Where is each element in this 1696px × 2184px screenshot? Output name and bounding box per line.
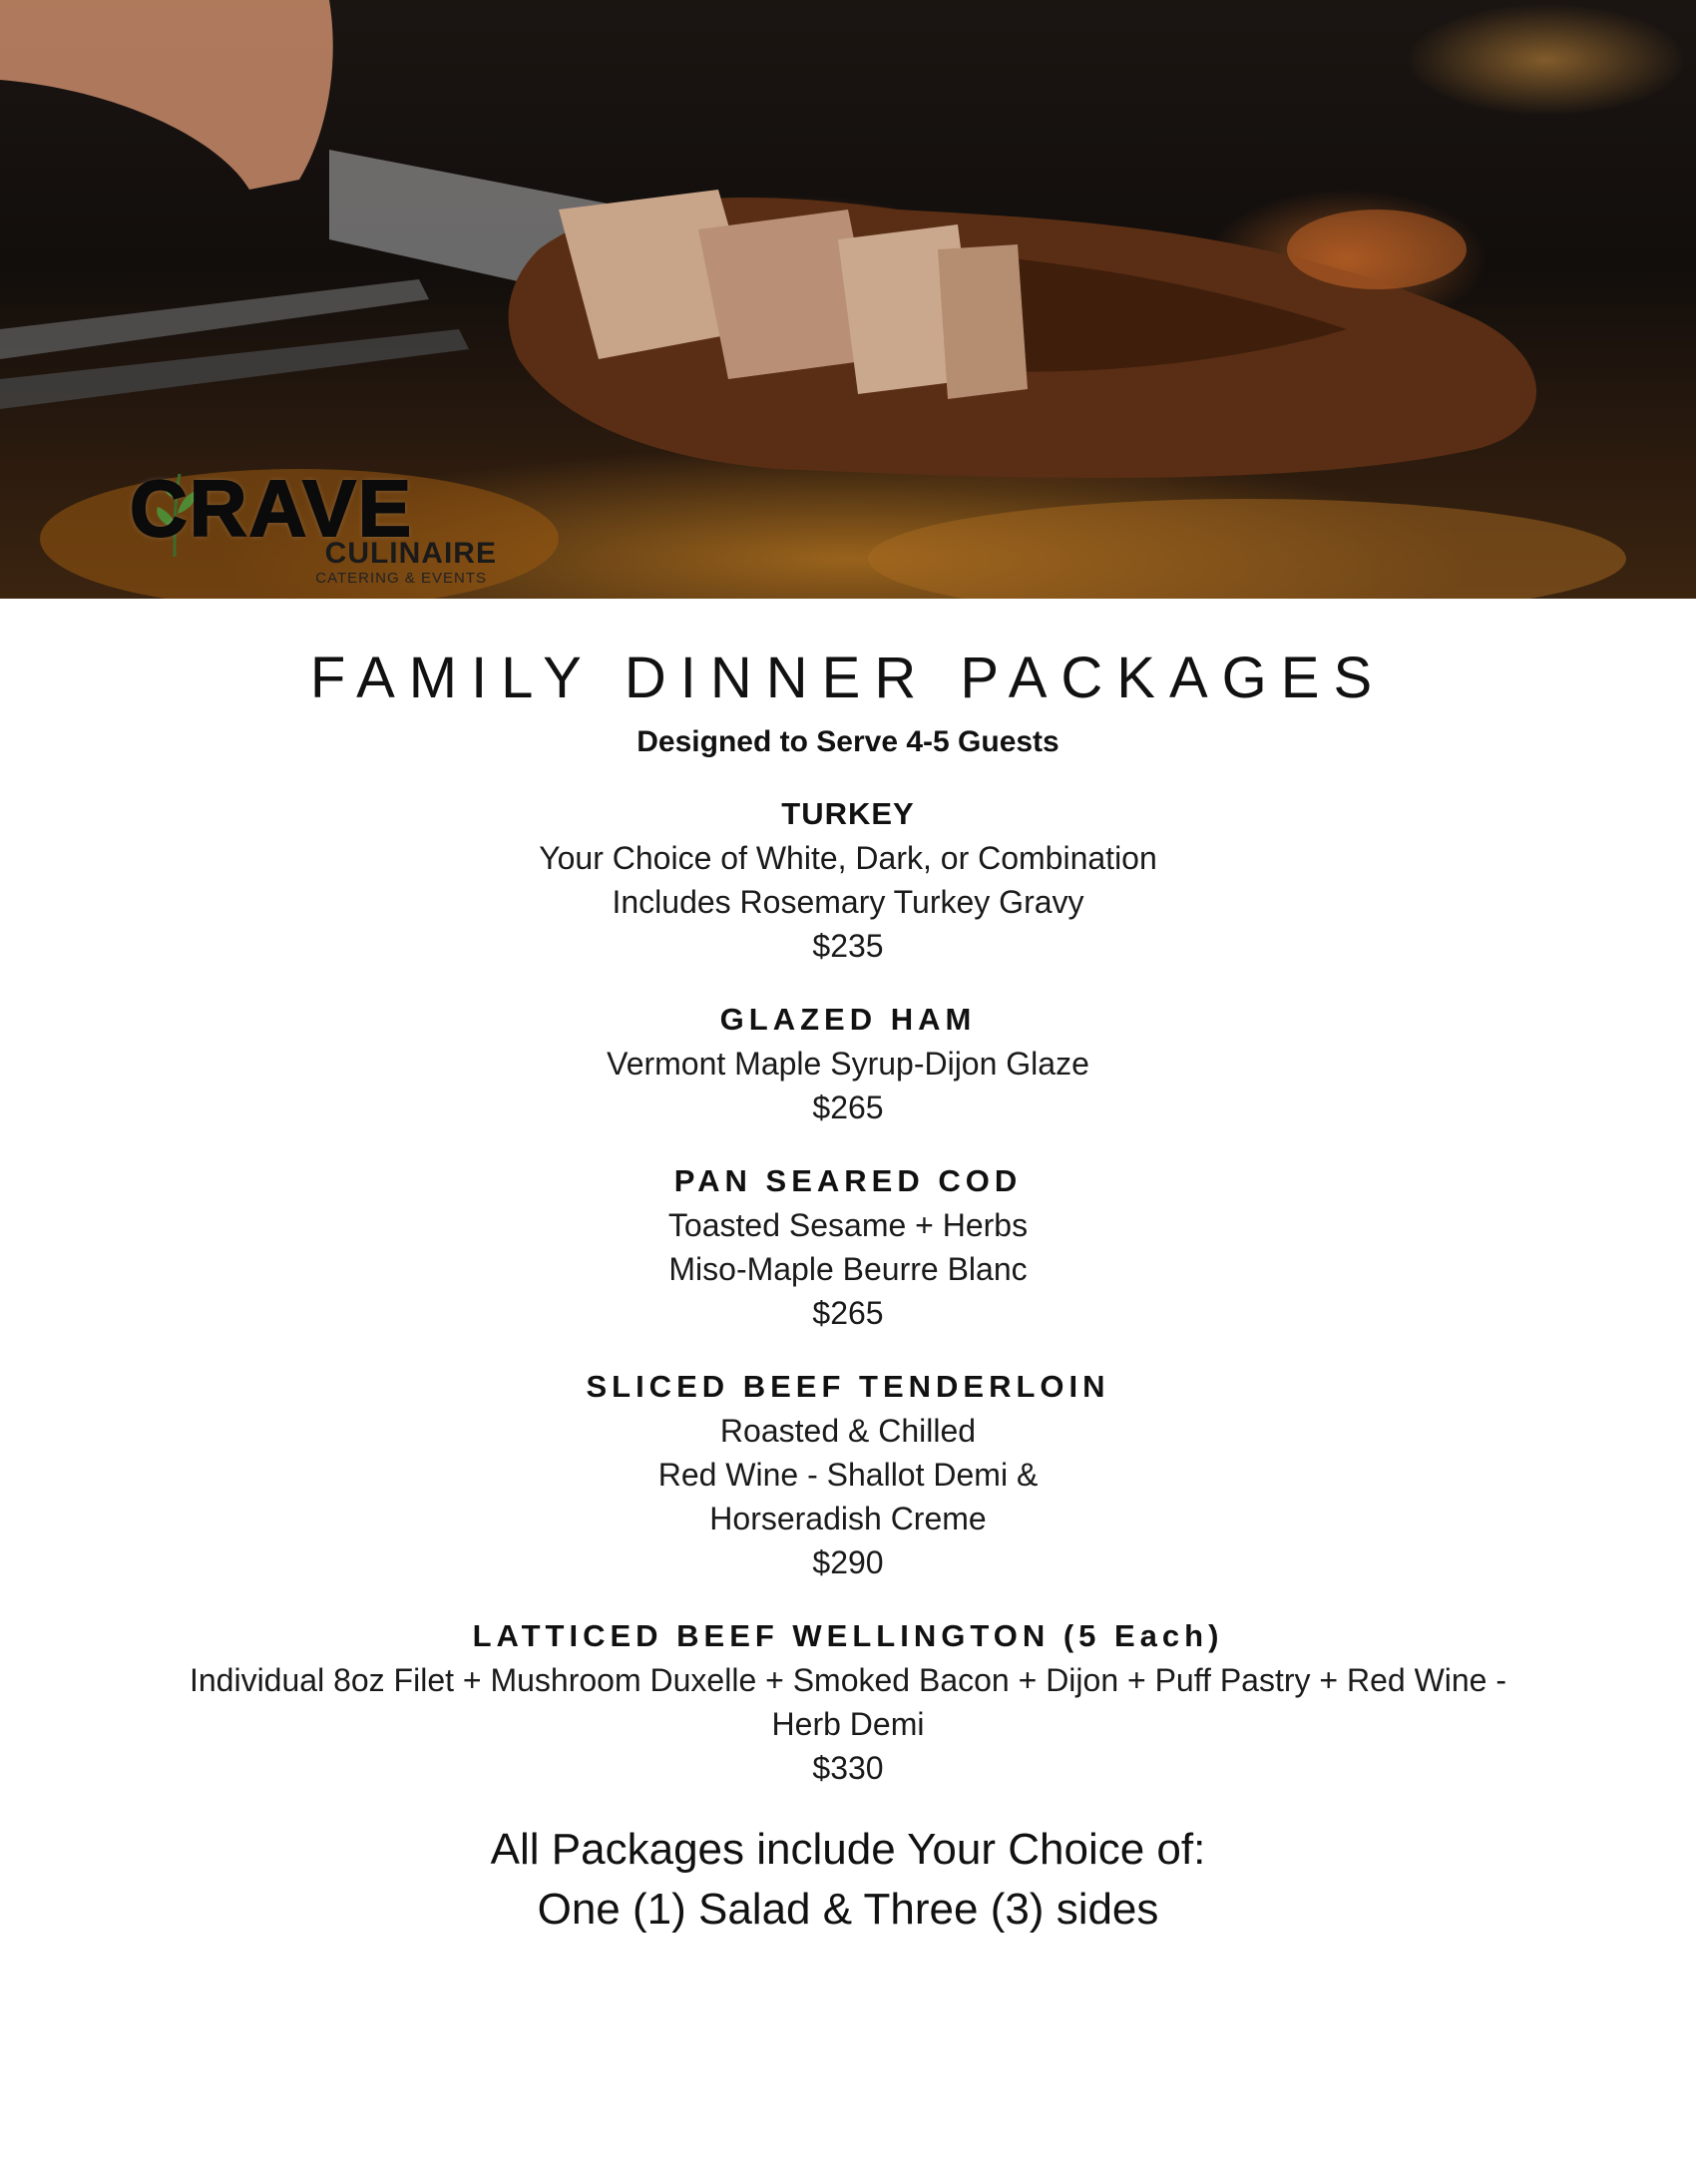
package-note bbox=[0, 1820, 1696, 1940]
package-note-line: One (1) Salad & Three (3) sides bbox=[537, 1885, 1159, 1934]
menu-item-turkey bbox=[0, 792, 1696, 968]
menu-item-price: $265 bbox=[812, 1295, 884, 1331]
menu-item-price: $235 bbox=[812, 928, 884, 964]
brand-subname: CULINAIRE bbox=[324, 537, 497, 570]
menu-item-description: Your Choice of White, Dark, or Combination bbox=[539, 840, 1157, 876]
menu-item-price: $290 bbox=[812, 1544, 884, 1580]
hero-image bbox=[0, 0, 1696, 599]
menu-item-description: Vermont Maple Syrup-Dijon Glaze bbox=[607, 1046, 1089, 1082]
menu-item-beef-tenderloin bbox=[0, 1365, 1696, 1584]
menu-item-price: $330 bbox=[812, 1750, 884, 1786]
menu-item-name: TURKEY bbox=[781, 796, 915, 831]
menu-item-beef-wellington bbox=[0, 1614, 1696, 1790]
menu-item-description: Horseradish Creme bbox=[709, 1501, 987, 1536]
menu-item-description: Toasted Sesame + Herbs bbox=[667, 1207, 1029, 1243]
menu-item-glazed-ham bbox=[0, 998, 1696, 1129]
menu-item-description: Roasted & Chilled bbox=[719, 1413, 977, 1449]
menu-item-description: Individual 8oz Filet + Mushroom Duxelle + Smoked Bacon + Dijon + Puff Pastry + Red Wine - Herb Demi bbox=[189, 1662, 1507, 1742]
page-subtitle: Designed to Serve 4-5 Guests bbox=[636, 725, 1060, 758]
menu-item-name: GLAZED HAM bbox=[719, 1002, 977, 1037]
menu-item-name: PAN SEARED COD bbox=[673, 1163, 1023, 1198]
menu-item-name: LATTICED BEEF WELLINGTON (5 Each) bbox=[472, 1618, 1224, 1653]
menu-item-description: Miso-Maple Beurre Blanc bbox=[668, 1251, 1028, 1287]
package-note-line: All Packages include Your Choice of: bbox=[490, 1825, 1206, 1874]
brand-tagline: CATERING & EVENTS bbox=[315, 570, 487, 587]
menu-item-pan-seared-cod bbox=[0, 1159, 1696, 1335]
brand-logo bbox=[130, 464, 509, 594]
brand-name: CRAVE bbox=[130, 464, 414, 553]
menu-item-description: Red Wine - Shallot Demi & bbox=[657, 1457, 1039, 1493]
page-title: FAMILY DINNER PACKAGES bbox=[309, 646, 1387, 710]
menu-content bbox=[0, 639, 1696, 1940]
menu-item-price: $265 bbox=[812, 1090, 884, 1125]
menu-item-description: Includes Rosemary Turkey Gravy bbox=[612, 884, 1084, 920]
menu-item-name: SLICED BEEF TENDERLOIN bbox=[586, 1369, 1110, 1404]
